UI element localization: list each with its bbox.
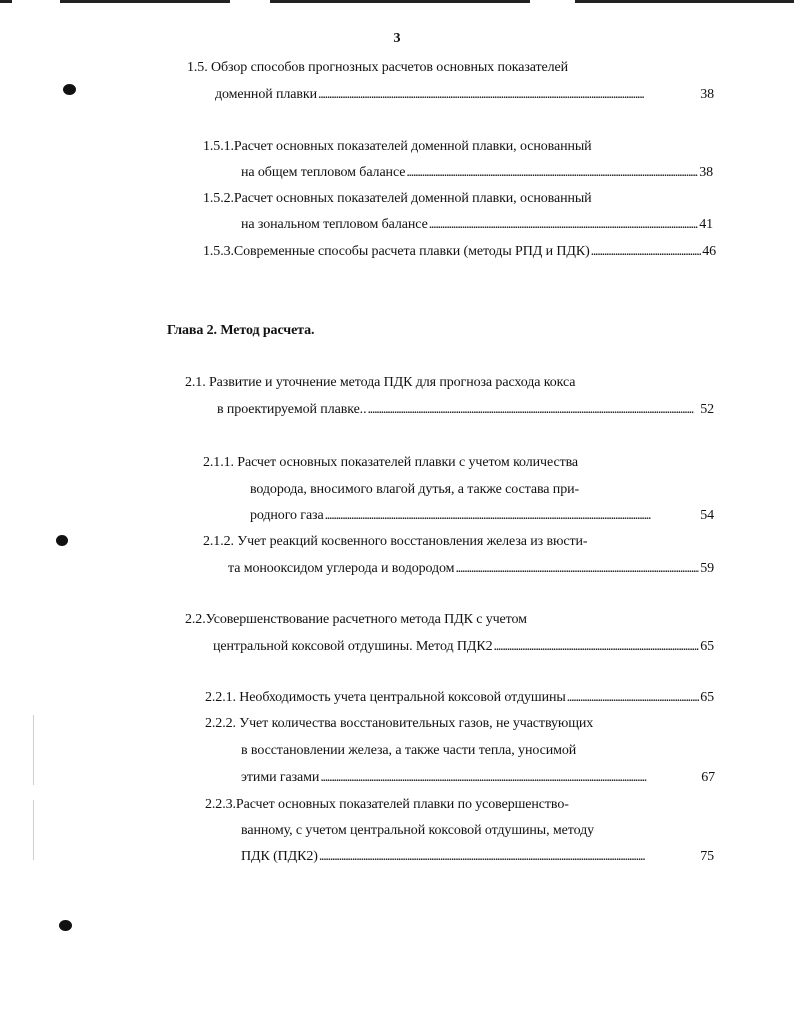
toc-1-5-3-entry[interactable] — [203, 243, 716, 261]
toc-2-2-3-entry[interactable] — [241, 848, 714, 866]
dot-leader — [567, 689, 700, 707]
toc-2-1-2-page: 59 — [700, 561, 714, 576]
toc-2-1-1-title: 2.1.1. Расчет основных показателей плавки с учетом количества — [203, 455, 579, 470]
punch-hole-mark — [59, 920, 72, 931]
toc-2-1-2-title: 2.1.2. Учет реакций косвенного восстановления железа из вюсти- — [203, 534, 588, 549]
dot-leader — [367, 401, 699, 419]
toc-2-1-1-text: родного газа — [250, 508, 324, 523]
toc-2-2-2-entry[interactable] — [241, 769, 715, 787]
toc-1-5-2-entry[interactable] — [241, 216, 713, 234]
toc-2-1-entry[interactable] — [217, 401, 714, 419]
toc-1-5-1-text: на общем тепловом балансе — [241, 165, 406, 180]
page-number: 3 — [393, 31, 401, 46]
toc-2-1-1-page: 54 — [700, 508, 714, 523]
punch-hole-mark — [56, 535, 68, 546]
toc-2-2-title: 2.2.Усовершенствование расчетного метода ПДК с учетом — [185, 612, 527, 627]
toc-2-1-1-line2: водорода, вносимого влагой дутья, а также состава при- — [250, 482, 580, 497]
scan-edge-mark — [33, 800, 34, 860]
toc-2-2-1-text: 2.2.1. Необходимость учета центральной коксовой отдушины — [205, 690, 566, 705]
toc-1-5-2-page: 41 — [699, 217, 713, 232]
toc-2-2-2-title: 2.2.2. Учет количества восстановительных газов, не участвующих — [205, 716, 594, 731]
toc-2-2-3-title: 2.2.3.Расчет основных показателей плавки по усовершенство- — [205, 797, 569, 812]
toc-1-5-entry[interactable] — [215, 86, 714, 104]
dot-leader — [455, 560, 699, 578]
toc-1-5-title: 1.5. Обзор способов прогнозных расчетов основных показателей — [187, 60, 569, 75]
toc-1-5-3-text: 1.5.3.Современные способы расчета плавки (методы РПД и ПДК) — [203, 244, 590, 259]
toc-2-1-text: в проектируемой плавке.. — [217, 402, 367, 417]
dot-leader — [318, 86, 699, 104]
dot-leader — [319, 848, 699, 866]
toc-1-5-text: доменной плавки — [215, 87, 318, 102]
toc-1-5-2-text: на зональном тепловом балансе — [241, 217, 428, 232]
toc-1-5-2-title: 1.5.2.Расчет основных показателей доменной плавки, основанный — [203, 191, 592, 206]
toc-2-2-2-page: 67 — [701, 770, 715, 785]
dot-leader — [320, 769, 700, 787]
toc-2-2-2-text: этими газами — [241, 770, 320, 785]
dot-leader — [406, 164, 698, 182]
toc-2-2-entry[interactable] — [213, 638, 714, 656]
toc-2-1-1-entry[interactable] — [250, 507, 714, 525]
toc-2-2-page: 65 — [700, 639, 714, 654]
toc-2-2-text: центральной коксовой отдушины. Метод ПДК2 — [213, 639, 493, 654]
toc-2-2-1-page: 65 — [700, 690, 714, 705]
toc-1-5-1-page: 38 — [699, 165, 713, 180]
toc-2-2-3-line2: ванному, с учетом центральной коксовой отдушины, методу — [241, 823, 595, 838]
dot-leader — [429, 216, 698, 234]
toc-2-2-3-text: ПДК (ПДК2) — [241, 849, 318, 864]
toc-2-2-3-page: 75 — [700, 849, 714, 864]
dot-leader — [591, 243, 702, 261]
scan-top-border — [0, 0, 794, 4]
scan-edge-mark — [33, 715, 34, 785]
toc-2-1-page: 52 — [700, 402, 714, 417]
toc-1-5-page: 38 — [700, 87, 714, 102]
dot-leader — [325, 507, 700, 525]
toc-2-2-2-line2: в восстановлении железа, а также части тепла, уносимой — [241, 743, 577, 758]
toc-2-1-2-entry[interactable] — [228, 560, 714, 578]
toc-2-2-1-entry[interactable] — [205, 689, 714, 707]
toc-2-1-title: 2.1. Развитие и уточнение метода ПДК для прогноза расхода кокса — [185, 375, 576, 390]
toc-1-5-3-page: 46 — [702, 244, 716, 259]
toc-1-5-1-entry[interactable] — [241, 164, 713, 182]
chapter-2-heading[interactable]: Глава 2. Метод расчета. — [167, 323, 315, 338]
punch-hole-mark — [63, 84, 76, 95]
toc-2-1-2-text: та монооксидом углерода и водородом — [228, 561, 455, 576]
toc-1-5-1-title: 1.5.1.Расчет основных показателей доменной плавки, основанный — [203, 139, 592, 154]
dot-leader — [494, 638, 700, 656]
